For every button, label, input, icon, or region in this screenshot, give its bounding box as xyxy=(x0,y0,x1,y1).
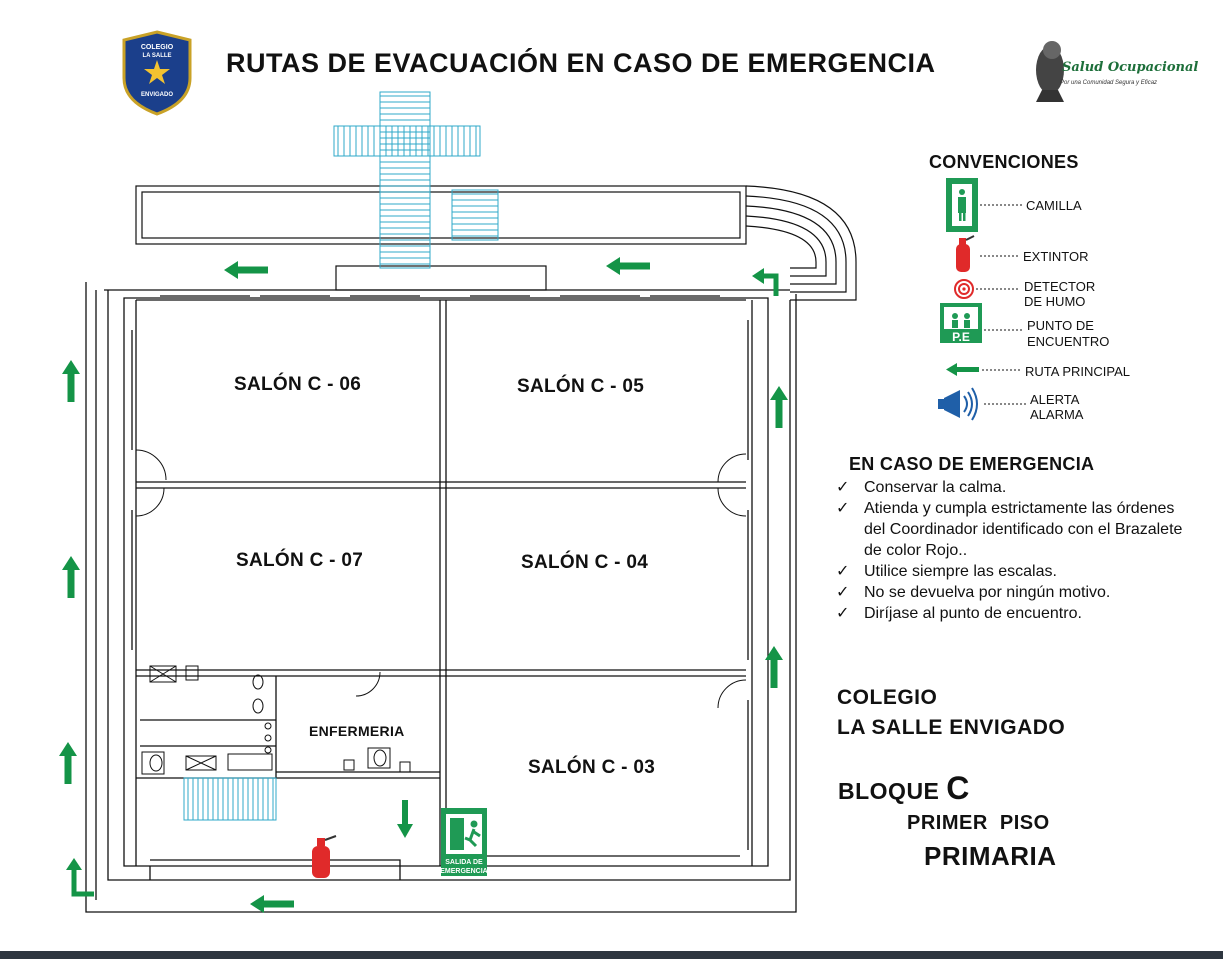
interior-staircase xyxy=(184,778,276,820)
label-alerta-1: ALERTA xyxy=(1030,392,1080,407)
fire-extinguisher-icon xyxy=(312,836,336,878)
check-icon: ✓ xyxy=(836,479,850,496)
route-arrow-up-2 xyxy=(62,556,80,598)
route-arrow-left-bottom xyxy=(250,895,294,913)
route-arrow-down xyxy=(397,800,413,838)
doors xyxy=(136,450,746,708)
route-arrow-corner-right xyxy=(762,276,776,296)
shield-text-top: COLEGIO xyxy=(140,44,174,51)
info-floor: PRIMER PISO xyxy=(907,812,1050,834)
route-arrow-left-top-1 xyxy=(224,261,268,279)
info-school-2: LA SALLE ENVIGADO xyxy=(837,716,1066,739)
label-camilla: CAMILLA xyxy=(1026,198,1082,213)
check-icon: ✓ xyxy=(836,584,850,601)
info-level: PRIMARIA xyxy=(924,841,1057,871)
main-staircase xyxy=(334,92,498,268)
label-extintor: EXTINTOR xyxy=(1023,249,1089,264)
brand-name: Salud Ocupacional xyxy=(1062,60,1199,75)
label-punto-2: ENCUENTRO xyxy=(1027,334,1110,349)
route-arrow-up-3 xyxy=(59,742,77,784)
emergency-title: EN CASO DE EMERGENCIA xyxy=(849,454,1095,474)
conventions-title: CONVENCIONES xyxy=(929,152,1079,172)
emergency-list xyxy=(836,477,1196,624)
camilla-icon xyxy=(946,178,978,232)
room-label-c07: SALÓN C - 07 xyxy=(236,550,364,571)
emergency-item: ✓ Atienda y cumpla estrictamente las órdenes del Coordinador identificado con el Brazalete de color Rojo.. xyxy=(836,500,1183,559)
smoke-detector-icon xyxy=(955,280,973,298)
punto-encuentro-icon xyxy=(940,303,982,344)
convention-dashes xyxy=(976,205,1026,404)
shield-text-bottom: ENVIGADO xyxy=(140,92,174,98)
exit-sign-line1: SALIDA DE xyxy=(445,859,483,866)
route-arrow-corner-left xyxy=(74,868,94,894)
page-title: RUTAS DE EVACUACIÓN EN CASO DE EMERGENCIA xyxy=(226,48,936,78)
room-label-enfermeria: ENFERMERIA xyxy=(309,723,405,739)
info-bloque xyxy=(838,770,970,807)
emergency-item: ✓ Diríjase al punto de encuentro. xyxy=(836,605,1082,622)
label-punto-1: PUNTO DE xyxy=(1027,318,1094,333)
emergency-exit-sign-icon xyxy=(440,808,487,876)
brand-slogan: Por una Comunidad Segura y Eficaz xyxy=(1060,80,1158,86)
ruta-principal-icon xyxy=(946,363,979,376)
evacuation-route-arrows xyxy=(59,257,788,913)
room-label-c05: SALÓN C - 05 xyxy=(517,376,645,397)
check-icon: ✓ xyxy=(836,563,850,580)
route-arrow-up-1 xyxy=(62,360,80,402)
shield-text-mid: LA SALLE xyxy=(142,53,172,59)
bloque-letter: C xyxy=(946,770,970,806)
punto-encuentro-badge: P.E xyxy=(952,330,970,344)
alarm-megaphone-icon xyxy=(938,388,977,420)
check-icon: ✓ xyxy=(836,605,850,622)
bottom-bar xyxy=(0,951,1223,959)
extintor-icon xyxy=(956,236,974,272)
exit-sign-line2: EMERGENCIA xyxy=(440,868,488,875)
room-label-c04: SALÓN C - 04 xyxy=(521,552,649,573)
room-label-c03: SALÓN C - 03 xyxy=(528,757,656,778)
route-arrow-left-top-2 xyxy=(606,257,650,275)
room-label-c06: SALÓN C - 06 xyxy=(234,374,362,395)
emergency-item: ✓ No se devuelva por ningún motivo. xyxy=(836,584,1111,601)
emergency-item: ✓ Utilice siempre las escalas. xyxy=(836,563,1057,580)
top-corridor xyxy=(136,186,856,300)
emergency-item: ✓ Conservar la calma. xyxy=(836,479,1007,496)
info-school-1: COLEGIO xyxy=(837,686,938,709)
bloque-label: BLOQUE xyxy=(838,778,940,804)
label-detector-2: DE HUMO xyxy=(1024,294,1086,309)
label-ruta-principal: RUTA PRINCIPAL xyxy=(1025,364,1130,379)
label-alerta-2: ALARMA xyxy=(1030,407,1084,422)
check-icon: ✓ xyxy=(836,500,850,517)
route-arrow-up-right-1 xyxy=(770,386,788,428)
label-detector-1: DETECTOR xyxy=(1024,279,1096,294)
